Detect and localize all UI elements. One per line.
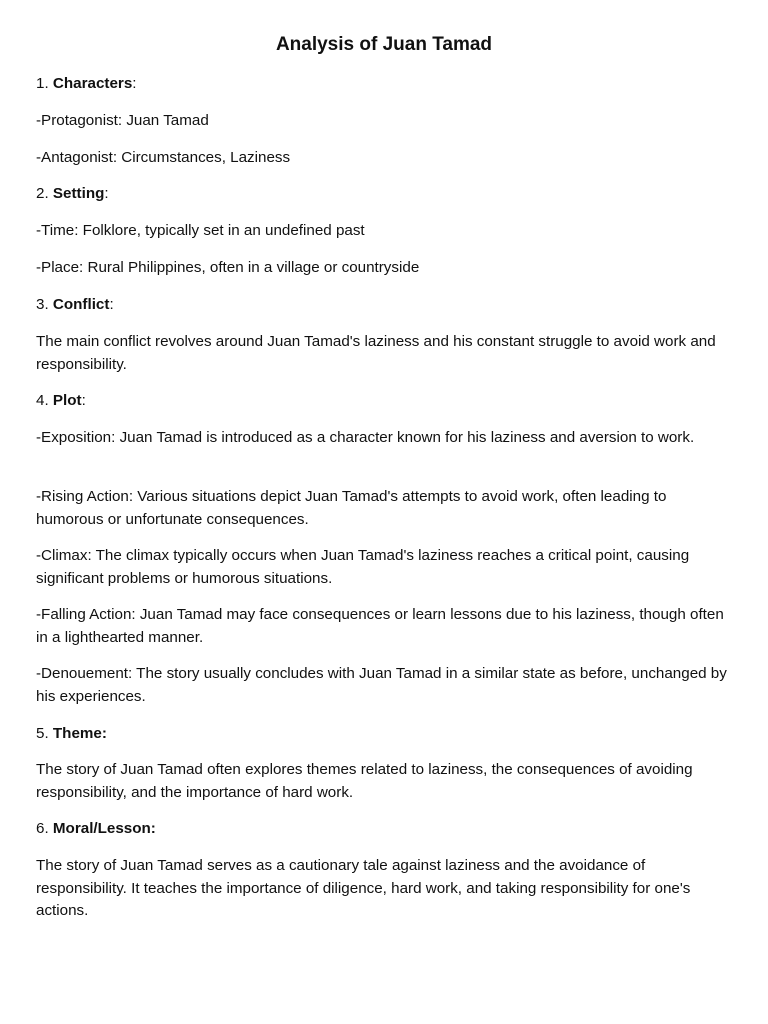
setting-time: -Time: Folklore, typically set in an undefined past bbox=[36, 222, 365, 239]
moral-description: The story of Juan Tamad serves as a cautionary tale against laziness and the avoidance of responsibility. It teaches the importance of diligence, hard work, and taking responsibility for one's actions. bbox=[36, 857, 691, 919]
characters-antagonist: -Antagonist: Circumstances, Laziness bbox=[36, 149, 291, 166]
section-heading-moral bbox=[36, 818, 736, 841]
section-heading-conflict bbox=[36, 294, 736, 317]
page-title: Analysis of Juan Tamad bbox=[275, 34, 493, 55]
section-number: 6. bbox=[36, 820, 49, 837]
section-heading-text: Conflict bbox=[52, 296, 110, 313]
section-heading-text: Moral/Lesson: bbox=[52, 820, 156, 837]
section-heading-text: Theme: bbox=[52, 725, 107, 742]
section-number: 1. bbox=[36, 75, 49, 92]
characters-protagonist: -Protagonist: Juan Tamad bbox=[36, 112, 209, 129]
theme-description: The story of Juan Tamad often explores themes related to laziness, the consequences of avoiding responsibility, and the importance of hard work. bbox=[36, 761, 693, 801]
conflict-description: The main conflict revolves around Juan Tamad's laziness and his constant struggle to avoid work and responsibility. bbox=[36, 333, 716, 373]
section-heading-suffix: : bbox=[81, 392, 86, 409]
section-number: 5. bbox=[36, 725, 49, 742]
section-heading-characters bbox=[36, 73, 736, 96]
section-heading-suffix: : bbox=[109, 296, 114, 313]
plot-rising-action: -Rising Action: Various situations depict Juan Tamad's attempts to avoid work, often leading to humorous or unfortunate consequences. bbox=[36, 488, 667, 528]
section-heading-text: Plot bbox=[52, 392, 82, 409]
plot-denouement: -Denouement: The story usually concludes with Juan Tamad in a similar state as before, unchanged by his experiences. bbox=[36, 665, 727, 705]
plot-exposition: -Exposition: Juan Tamad is introduced as a character known for his laziness and aversion to work. bbox=[36, 429, 695, 446]
section-heading-theme bbox=[36, 723, 736, 746]
section-number: 2. bbox=[36, 185, 49, 202]
section-heading-text: Characters bbox=[52, 75, 133, 92]
section-heading-suffix: : bbox=[104, 185, 109, 202]
section-heading-suffix: : bbox=[132, 75, 137, 92]
setting-place: -Place: Rural Philippines, often in a village or countryside bbox=[36, 259, 420, 276]
section-heading-setting bbox=[36, 183, 736, 206]
section-number: 3. bbox=[36, 296, 49, 313]
section-heading-plot bbox=[36, 390, 736, 413]
plot-climax: -Climax: The climax typically occurs when Juan Tamad's laziness reaches a critical point, causing significant problems or humorous situations. bbox=[36, 547, 690, 587]
section-heading-text: Setting bbox=[52, 185, 105, 202]
section-number: 4. bbox=[36, 392, 49, 409]
plot-falling-action: -Falling Action: Juan Tamad may face consequences or learn lessons due to his laziness, though often in a lighthearted manner. bbox=[36, 606, 724, 646]
